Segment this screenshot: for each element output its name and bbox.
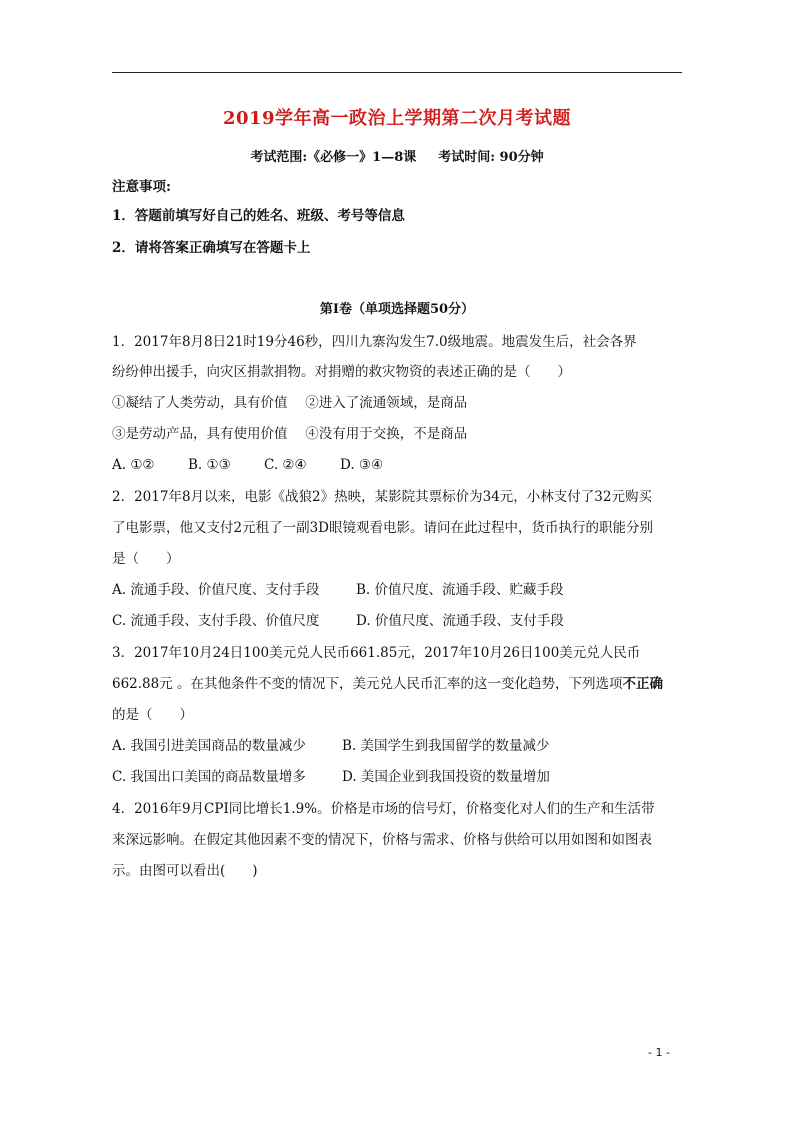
- q4-line-1: 4．2016年9月CPI同比增长1.9%。价格是市场的信号灯，价格变化对人们的生产和生活带: [112, 801, 655, 817]
- section-title: 第I卷（单项选择题50分）: [319, 302, 475, 317]
- q1-option-d[interactable]: D. ③④: [340, 457, 384, 473]
- q1-option-b[interactable]: B. ①③: [188, 457, 231, 473]
- header-rule: [112, 72, 682, 73]
- exam-title: 2019学年高一政治上学期第二次月考试题: [222, 108, 572, 129]
- q1-option-a[interactable]: A. ①②: [112, 457, 155, 473]
- q3-option-d[interactable]: D. 美国企业到我国投资的数量增加: [342, 769, 550, 785]
- q2-option-b[interactable]: B. 价值尺度、流通手段、贮藏手段: [356, 582, 564, 598]
- q2-option-a[interactable]: A. 流通手段、价值尺度、支付手段: [112, 582, 320, 598]
- q2-line-1: 2．2017年8月以来，电影《战狼2》热映，某影院其票标价为34元，小林支付了32元购买: [112, 489, 652, 505]
- q3-options-row-1: [112, 737, 550, 755]
- q3-option-c[interactable]: C. 我国出口美国的商品数量增多: [112, 769, 306, 785]
- q1-statement-2: ③是劳动产品，具有使用价值 ④没有用于交换，不是商品: [112, 426, 468, 442]
- q4-line-3: 示。由图可以看出( ): [112, 863, 258, 879]
- q2-line-2: 了电影票，他又支付2元租了一副3D眼镜观看电影。请问在此过程中，货币执行的职能分别: [112, 520, 654, 536]
- q1-statement-1: ①凝结了人类劳动，具有价值 ②进入了流通领域，是商品: [112, 395, 468, 411]
- exam-time: 考试时间: 90分钟: [438, 150, 544, 165]
- q2-option-c[interactable]: C. 流通手段、支付手段、价值尺度: [112, 613, 320, 629]
- q3-line-1: 3．2017年10月24日100美元兑人民币661.85元，2017年10月26日100美元兑人民币: [112, 645, 641, 661]
- exam-subtitle: [0, 146, 794, 165]
- q3-option-a[interactable]: A. 我国引进美国商品的数量减少: [112, 738, 306, 754]
- note-item-2: 2．请将答案正确填写在答题卡上: [112, 240, 311, 256]
- q1-options: [112, 456, 383, 474]
- q3-emphasis: 不正确: [622, 676, 664, 692]
- notes-heading: 注意事项:: [112, 179, 171, 195]
- q2-options-row-2: [112, 612, 564, 630]
- q3-option-b[interactable]: B. 美国学生到我国留学的数量减少: [342, 738, 550, 754]
- q3-options-row-2: [112, 768, 550, 786]
- q3-line-2-text: 662.88元 。在其他条件不变的情况下，美元兑人民币汇率的这一变化趋势，下列选项: [112, 676, 623, 692]
- q4-line-2: 来深远影响。在假定其他因素不变的情况下，价格与需求、价格与供给可以用如图和如图表: [112, 832, 652, 848]
- q1-line-2: 纷纷伸出援手，向灾区捐款捐物。对捐赠的救灾物资的表述正确的是（ ）: [112, 364, 571, 380]
- q2-line-3: 是（ ）: [112, 551, 180, 567]
- exam-scope: 考试范围:《必修一》1—8课: [250, 150, 417, 165]
- q2-options-row-1: [112, 581, 564, 599]
- q3-line-2: [112, 675, 687, 693]
- q1-option-c[interactable]: C. ②④: [264, 457, 307, 473]
- q1-line-1: 1．2017年8月8日21时19分46秒，四川九寨沟发生7.0级地震。地震发生后，社会各界: [112, 334, 637, 350]
- page-number: - 1 -: [648, 1046, 670, 1059]
- q2-option-d[interactable]: D. 价值尺度、流通手段、支付手段: [356, 613, 564, 629]
- q3-line-3: 的是（ ）: [112, 707, 193, 723]
- note-item-1: 1．答题前填写好自己的姓名、班级、考号等信息: [112, 208, 405, 224]
